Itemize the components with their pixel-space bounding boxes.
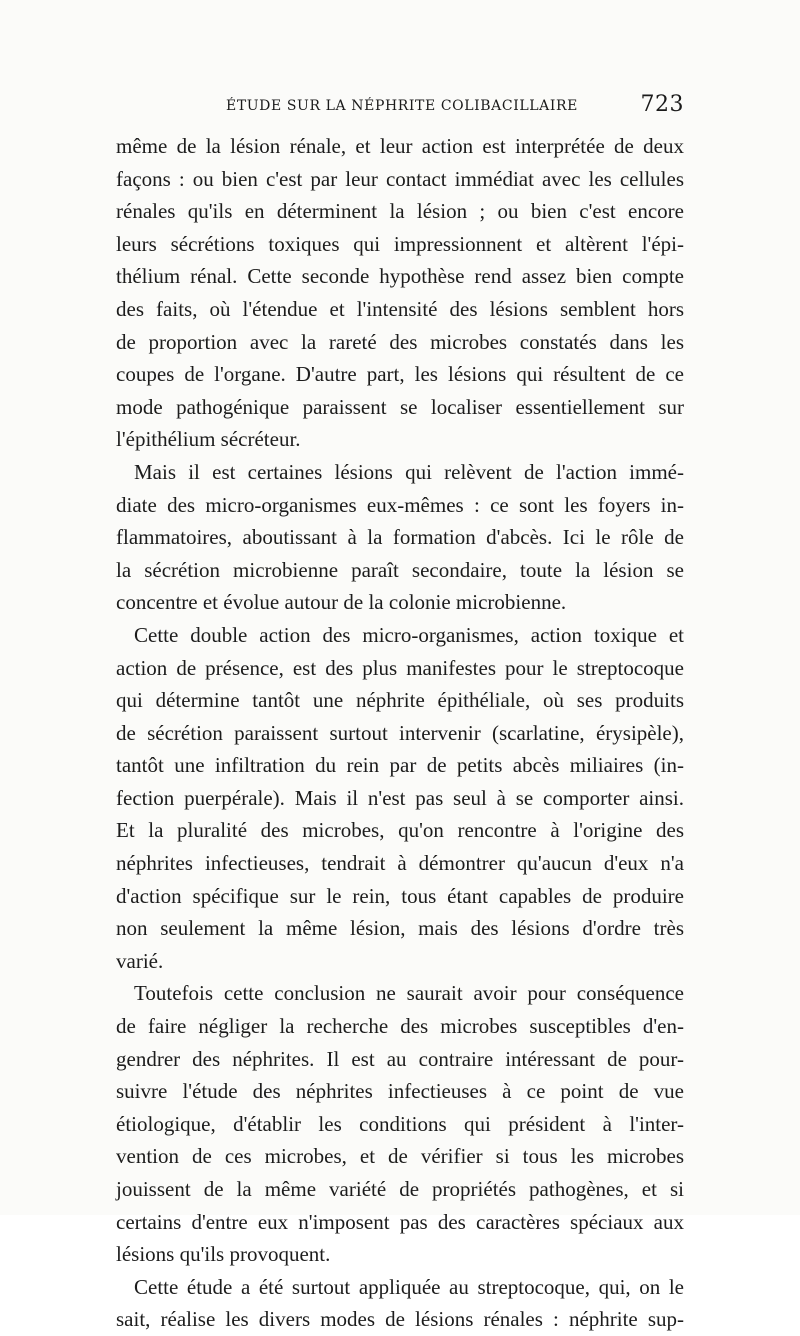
text-line: concentre et évolue autour de la colonie microbienne. — [116, 590, 567, 615]
text-line: Cette double action des micro-organismes, action toxique et — [134, 622, 684, 647]
body-text — [116, 130, 684, 1336]
text-line: de faire négliger la recherche des microbes susceptibles d'en- — [116, 1014, 684, 1039]
running-title: ÉTUDE SUR LA NÉPHRITE COLIBACILLAIRE — [226, 98, 578, 114]
text-line: flammatoires, aboutissant à la formation d'abcès. Ici le rôle de — [116, 525, 684, 550]
text-line: Mais il est certaines lésions qui relèvent de l'action immé- — [134, 459, 684, 484]
paragraph — [116, 1271, 684, 1336]
text-line: gendrer des néphrites. Il est au contraire intéressant de pour- — [116, 1046, 684, 1071]
text-line: mode pathogénique paraissent se localiser essentiellement sur — [116, 394, 684, 419]
text-line: qui détermine tantôt une néphrite épithéliale, où ses produits — [116, 688, 684, 713]
text-line: rénales qu'ils en déterminent la lésion ; ou bien c'est encore — [116, 199, 684, 224]
text-line: certains d'entre eux n'imposent pas des caractères spéciaux aux — [116, 1209, 684, 1234]
paragraph — [116, 977, 684, 1270]
text-line: leurs sécrétions toxiques qui impressionnent et altèrent l'épi- — [116, 231, 684, 256]
text-line: varié. — [116, 948, 164, 973]
paragraph — [116, 456, 684, 619]
text-line: d'action spécifique sur le rein, tous étant capables de produire — [116, 883, 684, 908]
text-line: des faits, où l'étendue et l'intensité des lésions semblent hors — [116, 296, 684, 321]
text-line: étiologique, d'établir les conditions qui président à l'inter- — [116, 1111, 684, 1136]
text-line: néphrites infectieuses, tendrait à démontrer qu'aucun d'eux n'a — [116, 851, 684, 876]
text-line: vention de ces microbes, et de vérifier si tous les microbes — [116, 1144, 684, 1169]
text-line: thélium rénal. Cette seconde hypothèse rend assez bien compte — [116, 264, 684, 289]
text-line: l'épithélium sécréteur. — [116, 427, 301, 452]
text-line: la sécrétion microbienne paraît secondaire, toute la lésion se — [116, 557, 684, 582]
text-line: tantôt une infiltration du rein par de petits abcès miliaires (in- — [116, 753, 684, 778]
text-line: diate des micro-organismes eux-mêmes : ce sont les foyers in- — [116, 492, 684, 517]
text-line: de sécrétion paraissent surtout intervenir (scarlatine, érysipèle), — [116, 720, 684, 745]
text-line: Cette étude a été surtout appliquée au streptocoque, qui, on le — [134, 1274, 684, 1299]
page-number: 723 — [640, 92, 684, 117]
text-line: fection puerpérale). Mais il n'est pas seul à se comporter ainsi. — [116, 785, 684, 810]
text-line: même de la lésion rénale, et leur action est interprétée de deux — [116, 134, 684, 158]
text-line: lésions qu'ils provoquent. — [116, 1242, 331, 1267]
text-line: Toutefois cette conclusion ne saurait avoir pour conséquence — [134, 981, 684, 1006]
running-header — [116, 92, 684, 122]
paragraph — [116, 130, 684, 456]
text-line: Et la pluralité des microbes, qu'on rencontre à l'origine des — [116, 818, 684, 843]
text-line: jouissent de la même variété de propriétés pathogènes, et si — [116, 1177, 684, 1201]
text-line: action de présence, est des plus manifestes pour le streptocoque — [116, 655, 684, 680]
text-line: non seulement la même lésion, mais des lésions d'ordre très — [116, 916, 684, 941]
text-line: suivre l'étude des néphrites infectieuses à ce point de vue — [116, 1079, 684, 1104]
text-line: façons : ou bien c'est par leur contact immédiat avec les cellules — [116, 166, 684, 191]
text-line: coupes de l'organe. D'autre part, les lésions qui résultent de ce — [116, 362, 684, 387]
paragraph — [116, 619, 684, 978]
text-line: de proportion avec la rareté des microbes constatés dans les — [116, 329, 684, 354]
text-line: sait, réalise les divers modes de lésions rénales : néphrite sup- — [116, 1307, 684, 1332]
